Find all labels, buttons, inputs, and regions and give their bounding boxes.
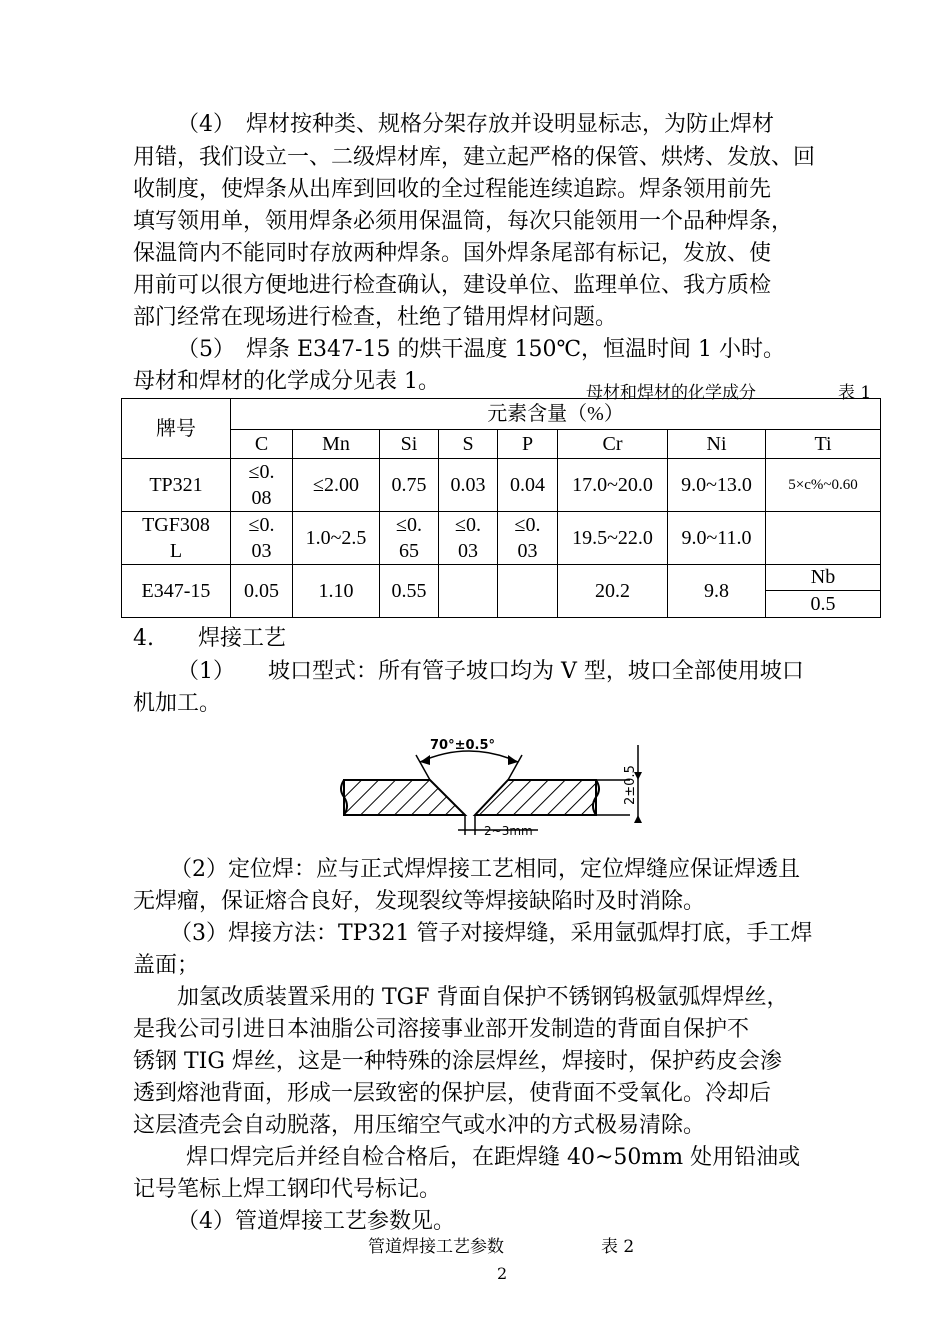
value-cell: 9.0~13.0: [668, 459, 766, 512]
value-cell: 17.0~20.0: [558, 459, 668, 512]
table-intro: 母材和焊材的化学成分见表 1。: [133, 369, 440, 394]
value-cell: 0.55: [380, 565, 439, 618]
item-1-line-2: 机加工。: [133, 691, 222, 716]
brand-cell: TGF308 L: [122, 512, 231, 565]
content-header: 元素含量（%）: [231, 399, 881, 430]
item-3-line-2: 盖面；: [133, 953, 200, 978]
angle-label: 70°±0.5°: [430, 738, 496, 753]
value-cell: ≤0. 03: [231, 512, 293, 565]
tgf-line-5: 这层渣壳会自动脱落，用压缩空气或水冲的方式极易清除。: [133, 1113, 706, 1138]
element-header: Mn: [293, 430, 380, 459]
v-groove-diagram: [338, 735, 648, 850]
value-cell: 0.03: [439, 459, 498, 512]
para-4-line-3: 收制度，使焊条从出库到回收的全过程能连续追踪。焊条领用前先: [133, 177, 772, 202]
element-header: Ni: [668, 430, 766, 459]
section-heading: 4. 焊接工艺: [133, 626, 286, 651]
value-cell: [766, 512, 881, 565]
page-number: 2: [497, 1264, 508, 1283]
para-4-line-2: 用错，我们设立一、二级焊材库，建立起严格的保管、烘烤、发放、回: [133, 145, 816, 170]
para-4-line-4: 填写领用单，领用焊条必须用保温筒，每次只能领用一个品种焊条，: [133, 209, 794, 234]
value-cell: 19.5~22.0: [558, 512, 668, 565]
value-cell: 0.75: [380, 459, 439, 512]
table1-number: 表 1: [838, 383, 872, 403]
item-2-line-1: （2）定位焊：应与正式焊焊接工艺相同，定位焊缝应保证焊透且: [170, 857, 800, 882]
mark-line-2: 记号笔标上焊工钢印代号标记。: [133, 1177, 442, 1202]
para-4-line-6: 用前可以很方便地进行检查确认，建设单位、监理单位、我方质检: [133, 273, 772, 298]
value-cell: 1.10: [293, 565, 380, 618]
value-cell: 1.0~2.5: [293, 512, 380, 565]
tgf-line-4: 透到熔池背面，形成一层致密的保护层，使背面不受氧化。冷却后: [133, 1081, 772, 1106]
root-label: 2±0.5: [623, 765, 638, 805]
nb-cell: [766, 565, 881, 618]
value-cell: 0.05: [231, 565, 293, 618]
element-header: P: [498, 430, 558, 459]
value-cell: 5×c%~0.60: [766, 459, 881, 512]
value-cell: 9.0~11.0: [668, 512, 766, 565]
brand-cell: E347-15: [122, 565, 231, 618]
table-row: [122, 565, 881, 618]
element-header: S: [439, 430, 498, 459]
value-cell: 0.04: [498, 459, 558, 512]
para-4-line-5: 保温筒内不能同时存放两种焊条。国外焊条尾部有标记，发放、使: [133, 241, 772, 266]
para-5: （5） 焊条 E347-15 的烘干温度 150℃，恒温时间 1 小时。: [177, 337, 786, 362]
gap-label: 2~3mm: [484, 824, 533, 838]
value-cell: ≤2.00: [293, 459, 380, 512]
table-row: [122, 512, 881, 565]
value-cell: ≤0. 08: [231, 459, 293, 512]
table-row: [122, 459, 881, 512]
brand-cell: TP321: [122, 459, 231, 512]
item-2-line-2: 无焊瘤，保证熔合良好，发现裂纹等焊接缺陷时及时消除。: [133, 889, 706, 914]
value-cell: ≤0. 03: [439, 512, 498, 565]
value-cell: ≤0. 65: [380, 512, 439, 565]
tgf-line-3: 锈钢 TIG 焊丝，这是一种特殊的涂层焊丝，焊接时，保护药皮会渗: [133, 1049, 782, 1074]
element-header: Ti: [766, 430, 881, 459]
tgf-line-1: 加氢改质装置采用的 TGF 背面自保护不锈钢钨极氩弧焊焊丝，: [177, 985, 789, 1010]
value-cell: 9.8: [668, 565, 766, 618]
item-3-line-1: （3）焊接方法：TP321 管子对接焊缝，采用氩弧焊打底，手工焊: [170, 921, 813, 946]
para-4-line-7: 部门经常在现场进行检查，杜绝了错用焊材问题。: [133, 305, 618, 330]
value-cell: 20.2: [558, 565, 668, 618]
tgf-line-2: 是我公司引进日本油脂公司溶接事业部开发制造的背面自保护不: [133, 1017, 750, 1042]
value-cell: [498, 565, 558, 618]
element-header: Si: [380, 430, 439, 459]
para-4-line-1: （4） 焊材按种类、规格分架存放并设明显标志，为防止焊材: [177, 112, 774, 137]
item-1-line-1: （1） 坡口型式：所有管子坡口均为 V 型，坡口全部使用坡口: [177, 659, 804, 684]
chemical-composition-table: [121, 398, 881, 618]
mark-line-1: 焊口焊完后并经自检合格后，在距焊缝 40~50mm 处用铅油或: [186, 1145, 801, 1170]
nb-label: Nb: [766, 565, 880, 591]
element-header: C: [231, 430, 293, 459]
value-cell: ≤0. 03: [498, 512, 558, 565]
value-cell: [439, 565, 498, 618]
item-4: （4）管道焊接工艺参数见。: [177, 1209, 455, 1234]
element-header: Cr: [558, 430, 668, 459]
table2-number: 表 2: [601, 1237, 635, 1257]
table2-caption: 管道焊接工艺参数: [368, 1237, 504, 1257]
table1-caption: 母材和焊材的化学成分: [586, 383, 756, 403]
nb-value: 0.5: [810, 593, 836, 615]
brand-header: 牌号: [122, 399, 231, 459]
